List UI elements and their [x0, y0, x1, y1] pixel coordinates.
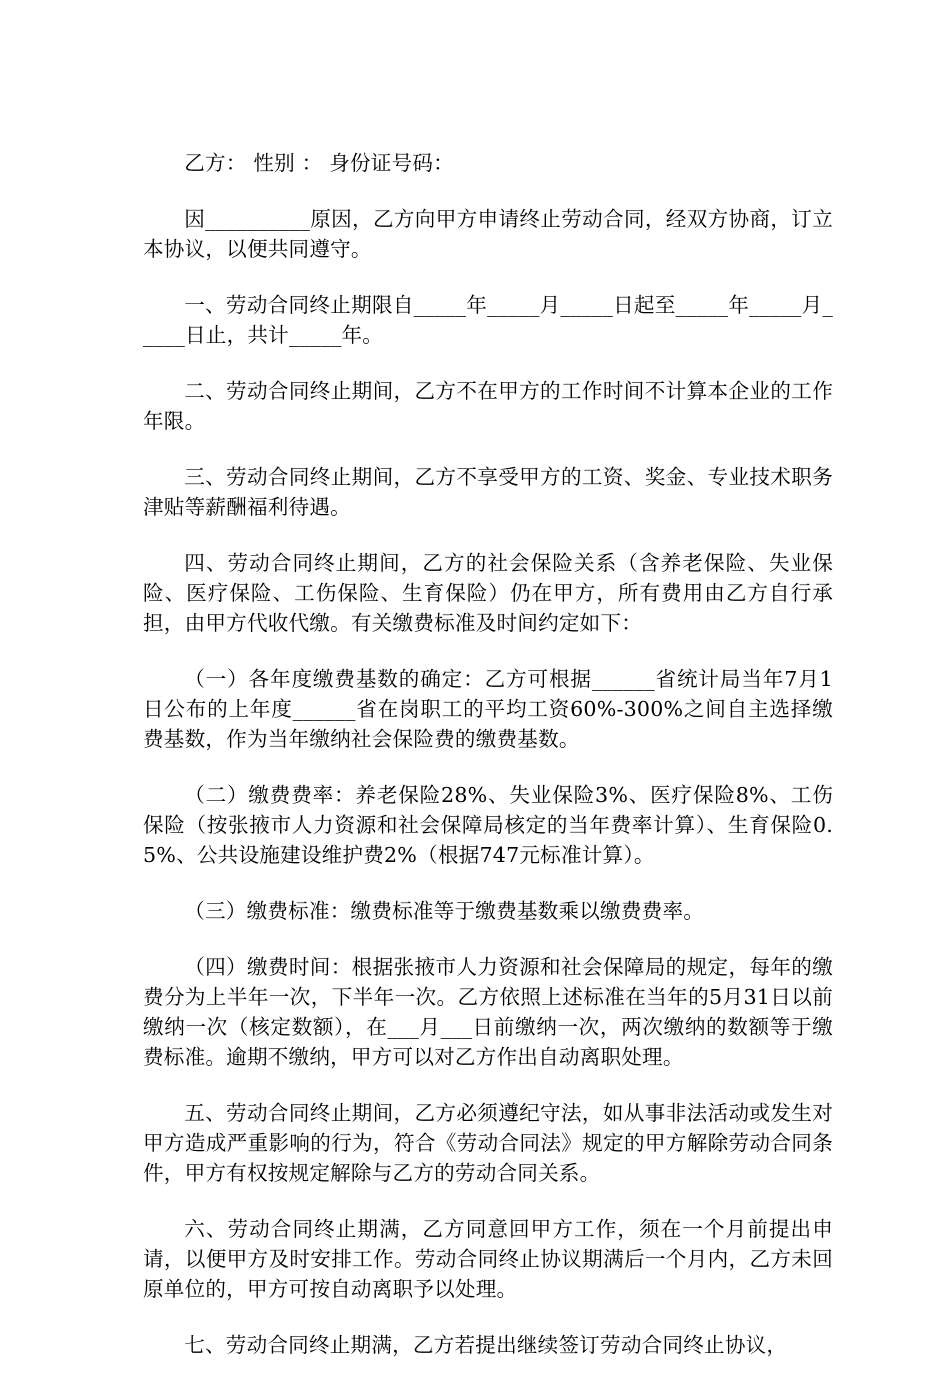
preamble-paragraph: 因__________原因，乙方向甲方申请终止劳动合同，经双方协商，订立本协议，以便共同遵守。: [143, 207, 833, 261]
document-body: [143, 148, 833, 1386]
clause-4-social-insurance: 四、劳动合同终止期间，乙方的社会保险关系（含养老保险、失业保险、医疗保险、工伤保险、生育保险）仍在甲方，所有费用由乙方自行承担，由甲方代收代缴。有关缴费标准及时间约定如下：: [143, 551, 833, 635]
clause-6-return: 六、劳动合同终止期满，乙方同意回甲方工作，须在一个月前提出申请，以便甲方及时安排工作。劳动合同终止协议期满后一个月内，乙方未回原单位的，甲方可按自动离职予以处理。: [143, 1217, 833, 1301]
clause-4-4-payment-time: （四）缴费时间：根据张掖市人力资源和社会保障局的规定，每年的缴费分为上半年一次，下半年一次。乙方依照上述标准在当年的5月31日以前缴纳一次（核定数额），在___月___日前缴纳一次，两次缴纳的数额等于缴费标准。逾期不缴纳，甲方可以对乙方作出自动离职处理。: [143, 955, 833, 1069]
party-b-info-line: 乙方： 性别 ： 身份证号码：: [184, 151, 454, 175]
clause-4-3-contribution-standard: （三）缴费标准：缴费标准等于缴费基数乘以缴费费率。: [184, 899, 705, 923]
clause-7-renewal: 七、劳动合同终止期满，乙方若提出继续签订劳动合同终止协议，: [184, 1333, 788, 1357]
clause-4-2-contribution-rate: （二）缴费费率：养老保险28%、失业保险3%、医疗保险8%、工伤保险（按张掖市人力资源和社会保障局核定的当年费率计算）、生育保险0.5%、公共设施建设维护费2%（根据747元标准计算）。: [143, 783, 833, 867]
clause-2-seniority: 二、劳动合同终止期间，乙方不在甲方的工作时间不计算本企业的工作年限。: [143, 379, 833, 433]
clause-3-benefits: 三、劳动合同终止期间，乙方不享受甲方的工资、奖金、专业技术职务津贴等薪酬福利待遇。: [143, 465, 833, 519]
clause-1-term: 一、劳动合同终止期限自_____年_____月_____日起至_____年_____月_____日止，共计_____年。: [143, 293, 833, 347]
clause-5-conduct: 五、劳动合同终止期间，乙方必须遵纪守法，如从事非法活动或发生对甲方造成严重影响的行为，符合《劳动合同法》规定的甲方解除劳动合同条件，甲方有权按规定解除与乙方的劳动合同关系。: [143, 1101, 833, 1185]
clause-4-1-contribution-base: （一）各年度缴费基数的确定：乙方可根据______省统计局当年7月1日公布的上年度______省在岗职工的平均工资60%-300%之间自主选择缴费基数，作为当年缴纳社会保险费的缴费基数。: [143, 667, 833, 751]
